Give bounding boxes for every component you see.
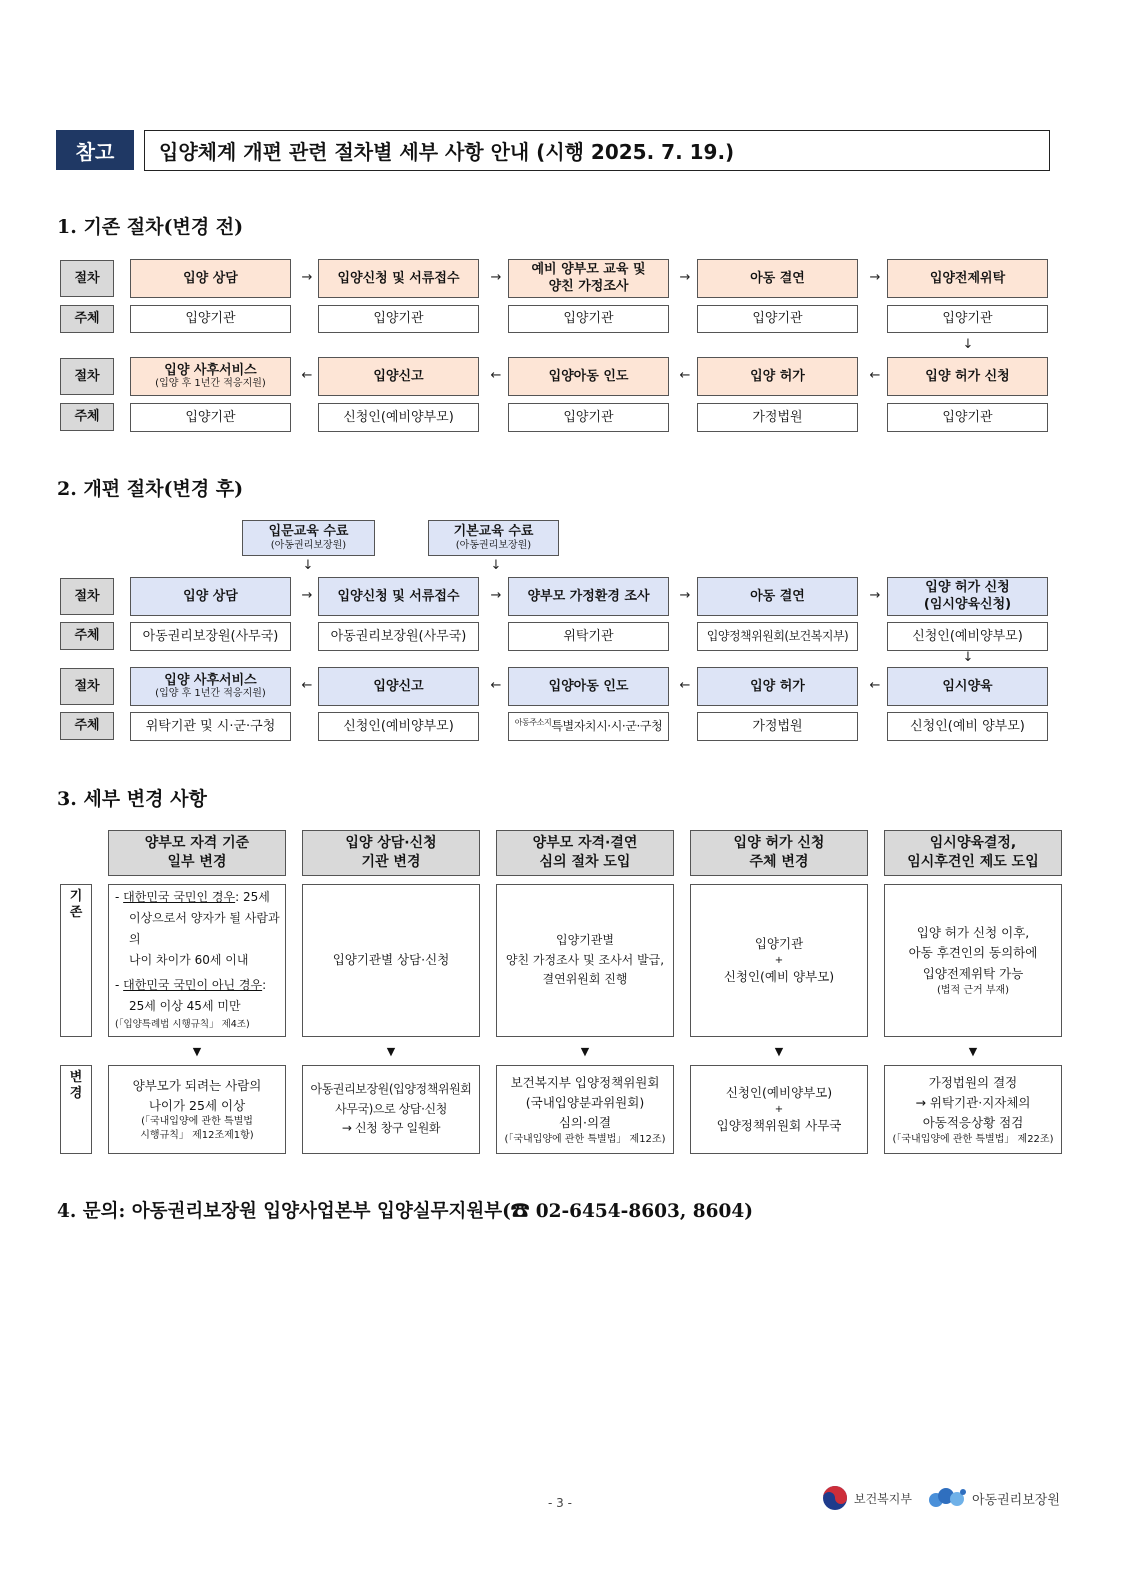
actor-text: 입양정책위원회(보건복지부)	[706, 629, 849, 644]
reference-tag-text: 참고	[75, 139, 115, 164]
step-text: 입양 허가	[750, 678, 805, 694]
actor-text: 가정법원	[752, 718, 803, 734]
s1-step-consult	[130, 259, 291, 298]
cell-text: 양부모가 되려는 사람의	[132, 1078, 262, 1094]
header-text: 입양 허가 신청	[733, 835, 825, 852]
s1-label-step-1	[60, 260, 114, 297]
s2-actor	[887, 622, 1048, 651]
step-text: 아동 결연	[750, 270, 805, 286]
s1-actor	[508, 305, 669, 333]
arrow-left-icon: ←	[869, 678, 881, 693]
before-1-line: 나이 차이가 60세 이내	[129, 953, 249, 968]
step-text: 입양 허가 신청	[925, 368, 1010, 384]
pre-sub: (아동권리보장원)	[270, 539, 347, 551]
s2-step-temporary-care	[887, 667, 1048, 706]
cell-note: (「국내입양에 관한 특별법」 제22조)	[892, 1133, 1054, 1145]
arrow-down-icon: ↓	[302, 558, 314, 573]
actor-text: 입양기관	[563, 311, 614, 327]
label: 절차	[74, 588, 100, 604]
text: : 25세	[235, 890, 270, 905]
arrow-left-icon: ←	[490, 678, 502, 693]
s3-before-4	[690, 884, 868, 1037]
step-note: (입양 후 1년간 적응지원)	[155, 688, 266, 700]
arrow-left-icon: ←	[490, 368, 502, 383]
s3-before-1	[108, 884, 286, 1037]
header-text: 주체 변경	[749, 854, 809, 870]
cell-text: → 신청 창구 일원화	[341, 1121, 441, 1136]
triangle-down-icon: ▼	[968, 1045, 978, 1058]
reference-tag	[56, 130, 134, 170]
before-1-note: (「입양특례법 시행규칙」 제4조)	[115, 1019, 250, 1031]
cell-text: 결연위원회 진행	[542, 972, 628, 987]
header-text: 임시후견인 제도 도입	[907, 854, 1039, 870]
cell-text: 신청인(예비 양부모)	[723, 968, 835, 984]
s2-pre-basic-education	[428, 520, 559, 556]
before-1-line: 25세 이상 45세 미만	[129, 999, 241, 1014]
step-text: 입양 상담	[183, 588, 238, 604]
s1-actor	[887, 403, 1048, 432]
triangle-down-icon: ▼	[774, 1045, 784, 1058]
s2-step-aftercare	[130, 667, 291, 706]
taegeuk-icon	[822, 1485, 848, 1511]
step-text: 예비 양부모 교육 및	[531, 262, 646, 278]
s2-label-step-1	[60, 578, 114, 615]
s3-header-5	[884, 830, 1062, 876]
cell-text: 아동권리보장원(입양정책위원회	[310, 1081, 472, 1096]
step-text: 입양아동 인도	[548, 678, 629, 694]
section4-contact: 4. 문의: 아동권리보장원 입양사업본부 입양실무지원부(☎ 02-6454-8603, 8604)	[57, 1201, 753, 1222]
text: :	[262, 978, 267, 993]
s2-step-matching	[697, 577, 858, 616]
triangle-down-icon: ▼	[192, 1045, 202, 1058]
s1-actor	[130, 305, 291, 333]
s2-actor	[697, 712, 858, 741]
actor-text: 가정법원	[752, 409, 803, 425]
label: 절차	[74, 678, 100, 694]
s2-label-actor-1	[60, 622, 114, 650]
page-number: - 3 -	[548, 1496, 572, 1510]
step-text: 양부모 가정환경 조사	[527, 588, 650, 604]
cell-text: 입양전제위탁 가능	[922, 965, 1024, 981]
s2-step-home-study	[508, 577, 669, 616]
s1-actor	[697, 403, 858, 432]
s2-label-actor-2	[60, 712, 114, 740]
label: 주체	[74, 409, 100, 425]
s2-actor	[697, 622, 858, 651]
before-1-line: - 대한민국 국민이 아닌 경우:	[115, 978, 267, 993]
before-1-line: - 대한민국 국민인 경우: 25세	[115, 890, 270, 905]
s3-header-3	[496, 830, 674, 876]
s2-step-report	[318, 667, 479, 706]
header-text: 입양 상담·신청	[345, 835, 437, 852]
s2-actor	[508, 712, 669, 741]
step-text: 입양 상담	[183, 270, 238, 286]
actor-text: 위탁기관	[563, 628, 614, 644]
arrow-left-icon: ←	[869, 368, 881, 383]
s3-after-3	[496, 1065, 674, 1154]
s1-label-step-2	[60, 358, 114, 395]
s1-actor	[508, 403, 669, 432]
step-text: 입양 사후서비스	[164, 672, 257, 688]
s3-label-before	[60, 884, 92, 1037]
header-text: 일부 변경	[167, 854, 227, 870]
s2-step-consult	[130, 577, 291, 616]
cell-text: 신청인(예비양부모)	[725, 1084, 833, 1100]
cell-text: 아동 후견인의 동의하에	[908, 945, 1038, 961]
step-text: 입양아동 인도	[548, 368, 629, 384]
step-text: (임시양육신청)	[923, 596, 1012, 612]
cell-text: 입양정책위원회 사무국	[716, 1117, 842, 1133]
step-text: 아동 결연	[750, 588, 805, 604]
s1-step-handover	[508, 357, 669, 396]
header-text: 심의 절차 도입	[539, 854, 631, 870]
actor-text: 입양기관	[563, 409, 614, 425]
before-1-line: 이상으로서 양자가 될 사람과의	[129, 911, 280, 947]
s2-step-permit-apply	[887, 577, 1048, 616]
cell-text: 입양 허가 신청 이후,	[916, 924, 1030, 940]
cell-text: 보건복지부 입양정책위원회	[510, 1074, 660, 1090]
cell-text: 아동적응상황 점검	[922, 1114, 1024, 1130]
step-text: 입양전제위탁	[929, 270, 1006, 286]
s3-after-4	[690, 1065, 868, 1154]
cell-note: (「국내입양에 관한 특별법	[141, 1115, 253, 1127]
cell-note: 시행규칙」 제12조제1항)	[140, 1129, 254, 1141]
s2-actor	[318, 712, 479, 741]
actor-text: 신청인(예비양부모)	[343, 409, 454, 425]
label: 절차	[74, 368, 100, 384]
children-logo-icon	[928, 1486, 968, 1510]
label: 주체	[74, 628, 100, 644]
arrow-right-icon: →	[679, 270, 691, 285]
plus-text: +	[774, 954, 784, 966]
arrow-left-icon: ←	[679, 678, 691, 693]
actor-text: 입양기관	[185, 409, 236, 425]
s2-label-step-2	[60, 668, 114, 705]
s3-before-2	[302, 884, 480, 1037]
s2-step-handover	[508, 667, 669, 706]
arrow-left-icon: ←	[301, 368, 313, 383]
s2-actor	[130, 622, 291, 651]
s2-pre-intro-education	[242, 520, 375, 556]
arrow-right-icon: →	[301, 270, 313, 285]
arrow-right-icon: →	[869, 588, 881, 603]
label: 존	[69, 905, 83, 921]
cell-text: → 위탁기관·지자체의	[915, 1094, 1031, 1110]
cell-text: 입양기관별 상담·신청	[332, 952, 450, 968]
arrow-down-icon: ↓	[962, 337, 974, 352]
s1-actor	[887, 305, 1048, 333]
header-text: 임시양육결정,	[929, 835, 1017, 852]
s3-header-2	[302, 830, 480, 876]
underlined-text: 대한민국 국민이 아닌 경우	[123, 978, 263, 993]
pre-title: 기본교육 수료	[453, 524, 534, 540]
arrow-down-icon: ↓	[490, 558, 502, 573]
arrow-down-icon: ↓	[962, 650, 974, 665]
label: 변	[69, 1070, 83, 1085]
cell-note: (「국내입양에 관한 특별법」 제12조)	[504, 1133, 666, 1145]
section1-title: 1. 기존 절차(변경 전)	[57, 216, 244, 238]
step-text: 입양 허가 신청	[925, 580, 1010, 596]
step-text: 입양신고	[373, 678, 424, 694]
header-text: 양부모 자격·결연	[532, 835, 638, 852]
s1-label-actor-2	[60, 403, 114, 431]
pre-sub: (아동권리보장원)	[455, 539, 532, 551]
s1-step-matching	[697, 259, 858, 298]
cell-text: 입양기관	[754, 935, 804, 951]
s1-label-actor-1	[60, 305, 114, 333]
actor-text: 입양기관	[752, 311, 803, 327]
s3-label-after	[60, 1065, 92, 1154]
actor-text: 입양기관	[185, 311, 236, 327]
s3-after-2	[302, 1065, 480, 1154]
s1-actor	[130, 403, 291, 432]
label: 기	[69, 889, 83, 904]
cell-note: (법적 근거 부재)	[936, 985, 1010, 997]
page-title-text: 입양체계 개편 관련 절차별 세부 사항 안내 (시행 2025. 7. 19.)	[159, 140, 735, 164]
s1-step-foster	[887, 259, 1048, 298]
section2-title: 2. 개편 절차(변경 후)	[57, 478, 244, 500]
actor-text: 입양기관	[942, 409, 993, 425]
cell-text: 나이가 25세 이상	[148, 1097, 246, 1113]
actor-text: 입양기관	[942, 311, 993, 327]
label: 주체	[74, 718, 100, 734]
arrow-left-icon: ←	[679, 368, 691, 383]
s2-step-permit	[697, 667, 858, 706]
ministry-logo-text: 보건복지부	[854, 1491, 912, 1506]
actor-text: 입양기관	[373, 311, 424, 327]
s1-actor	[318, 305, 479, 333]
step-text: 입양신고	[373, 368, 424, 384]
header-text: 기관 변경	[361, 854, 421, 870]
s3-before-3	[496, 884, 674, 1037]
triangle-down-icon: ▼	[386, 1045, 396, 1058]
step-text: 임시양육	[942, 678, 993, 694]
s3-header-4	[690, 830, 868, 876]
arrow-right-icon: →	[490, 270, 502, 285]
page-title	[144, 130, 1050, 171]
step-text: 입양신청 및 서류접수	[337, 270, 460, 286]
s3-after-1	[108, 1065, 286, 1154]
cell-text: 심의·의결	[558, 1114, 612, 1130]
plus-text: +	[774, 1103, 784, 1115]
s1-actor	[697, 305, 858, 333]
s1-step-aftercare	[130, 357, 291, 396]
actor-text: 아동권리보장원(사무국)	[142, 628, 279, 644]
label: 절차	[74, 270, 100, 286]
s3-before-5	[884, 884, 1062, 1037]
actor-text: 특별자치시·시·군·구청	[551, 719, 663, 734]
s2-actor	[887, 712, 1048, 741]
ncrc-logo	[928, 1484, 1060, 1512]
actor-text: 위탁기관 및 시·군·구청	[145, 718, 276, 734]
s2-step-apply	[318, 577, 479, 616]
s1-step-education	[508, 259, 669, 298]
arrow-right-icon: →	[301, 588, 313, 603]
label: 경	[69, 1086, 83, 1102]
s1-step-permit-apply	[887, 357, 1048, 396]
arrow-right-icon: →	[679, 588, 691, 603]
arrow-right-icon: →	[490, 588, 502, 603]
s1-step-apply	[318, 259, 479, 298]
step-text: 입양 허가	[750, 368, 805, 384]
s2-actor	[318, 622, 479, 651]
actor-text: 신청인(예비양부모)	[912, 628, 1023, 644]
s2-actor	[130, 712, 291, 741]
header-text: 양부모 자격 기준	[144, 835, 250, 852]
step-text: 입양신청 및 서류접수	[337, 588, 460, 604]
cell-text: (국내입양분과위원회)	[525, 1094, 645, 1110]
ministry-logo	[822, 1484, 912, 1512]
s1-step-report	[318, 357, 479, 396]
s3-header-1	[108, 830, 286, 876]
actor-text: 신청인(예비양부모)	[343, 718, 454, 734]
ncrc-logo-text: 아동권리보장원	[972, 1492, 1060, 1508]
s1-step-permit	[697, 357, 858, 396]
cell-text: 양친 가정조사 및 조사서 발급,	[505, 952, 665, 967]
step-text: 양친 가정조사	[548, 278, 629, 294]
pre-title: 입문교육 수료	[268, 524, 349, 540]
actor-text: 신청인(예비 양부모)	[910, 718, 1025, 734]
s3-after-5	[884, 1065, 1062, 1154]
cell-text: 입양기관별	[556, 932, 614, 947]
s2-actor	[508, 622, 669, 651]
cell-text: 사무국)으로 상담·신청	[335, 1101, 447, 1116]
triangle-down-icon: ▼	[580, 1045, 590, 1058]
step-text: 입양 사후서비스	[164, 362, 257, 378]
underlined-text: 대한민국 국민인 경우	[123, 890, 236, 905]
arrow-right-icon: →	[869, 270, 881, 285]
s1-actor	[318, 403, 479, 432]
cell-text: 가정법원의 결정	[928, 1074, 1018, 1090]
actor-note: 아동주소지	[514, 718, 552, 727]
actor-text: 아동권리보장원(사무국)	[330, 628, 467, 644]
label: 주체	[74, 311, 100, 327]
step-note: (입양 후 1년간 적응지원)	[155, 378, 266, 390]
arrow-left-icon: ←	[301, 678, 313, 693]
section3-title: 3. 세부 변경 사항	[57, 788, 207, 810]
